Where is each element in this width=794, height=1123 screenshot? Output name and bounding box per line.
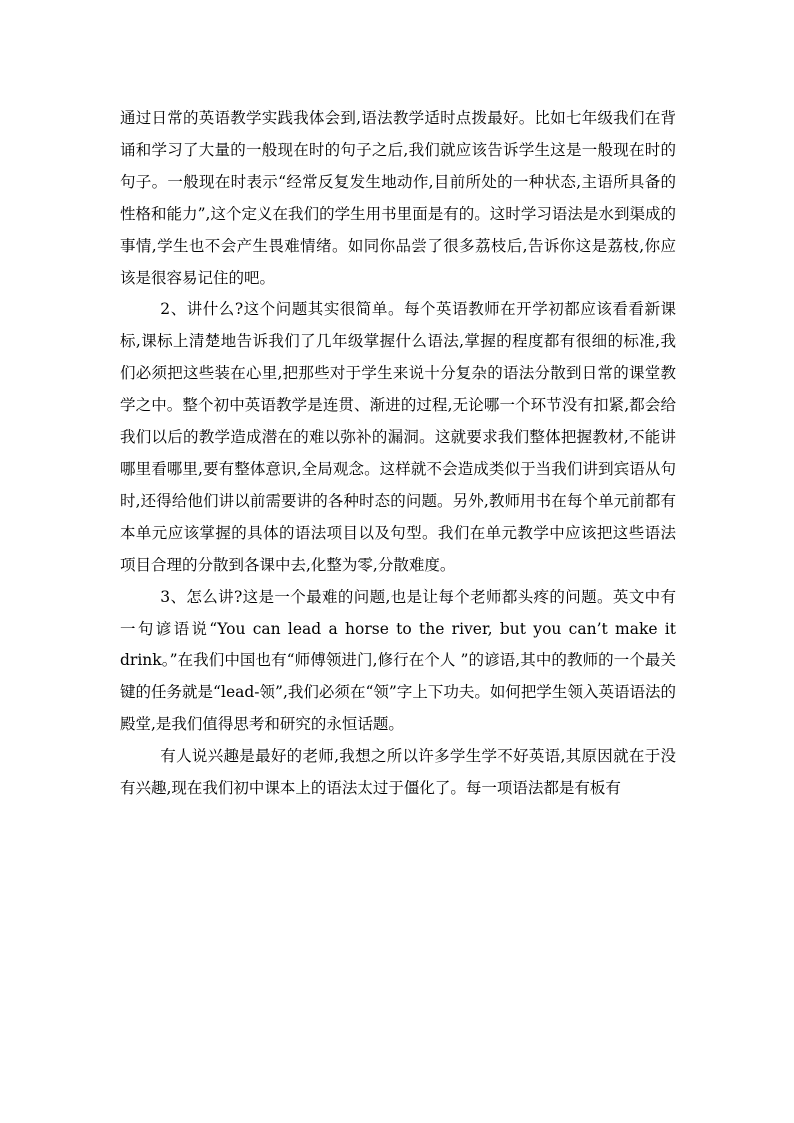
document-body xyxy=(120,103,676,805)
paragraph-how-to-teach: 3、怎么讲?这是一个最难的问题,也是让每个老师都头疼的问题。英文中有一句谚语说“You can lead a horse to the river, but you can’t make it drink。”在我们中国也有“师傅领进门,修行在个人 ”的谚语,其中的教师的一个最关键的任务就是“lead-领”,我们必须在“领”字上下功夫。如何把学生领入英语语法的殿堂,是我们值得思考和研究的永恒话题。 xyxy=(120,587,676,734)
paragraph-interest: 有人说兴趣是最好的老师,我想之所以许多学生学不好英语,其原因就在于没有兴趣,现在我们初中课本上的语法太过于僵化了。每一项语法都是有板有 xyxy=(120,747,676,798)
paragraph-intro: 通过日常的英语教学实践我体会到,语法教学适时点拨最好。比如七年级我们在背诵和学习了大量的一般现在时的句子之后,我们就应该告诉学生这是一般现在时的句子。一般现在时表示“经常反复发生地动作,目前所处的一种状态,主语所具备的性格和能力”,这个定义在我们的学生用书里面是有的。这时学习语法是水到渠成的事情,学生也不会产生畏难情绪。如同你品尝了很多荔枝后,告诉你这是荔枝,你应该是很容易记住的吧。 xyxy=(120,109,676,287)
paragraph-what-to-teach: 2、讲什么?这个问题其实很简单。每个英语教师在开学初都应该看看新课标,课标上清楚地告诉我们了几年级掌握什么语法,掌握的程度都有很细的标准,我们必须把这些装在心里,把那些对于学生来说十分复杂的语法分散到日常的课堂教学之中。整个初中英语教学是连贯、渐进的过程,无论哪一个环节没有扣紧,都会给我们以后的教学造成潜在的难以弥补的漏洞。这就要求我们整体把握教材,不能讲哪里看哪里,要有整体意识,全局观念。这样就不会造成类似于当我们讲到宾语从句时,还得给他们讲以前需要讲的各种时态的问题。另外,教师用书在每个单元前都有本单元应该掌握的具体的语法项目以及句型。我们在单元教学中应该把这些语法项目合理的分散到各课中去,化整为零,分散难度。 xyxy=(120,300,676,574)
